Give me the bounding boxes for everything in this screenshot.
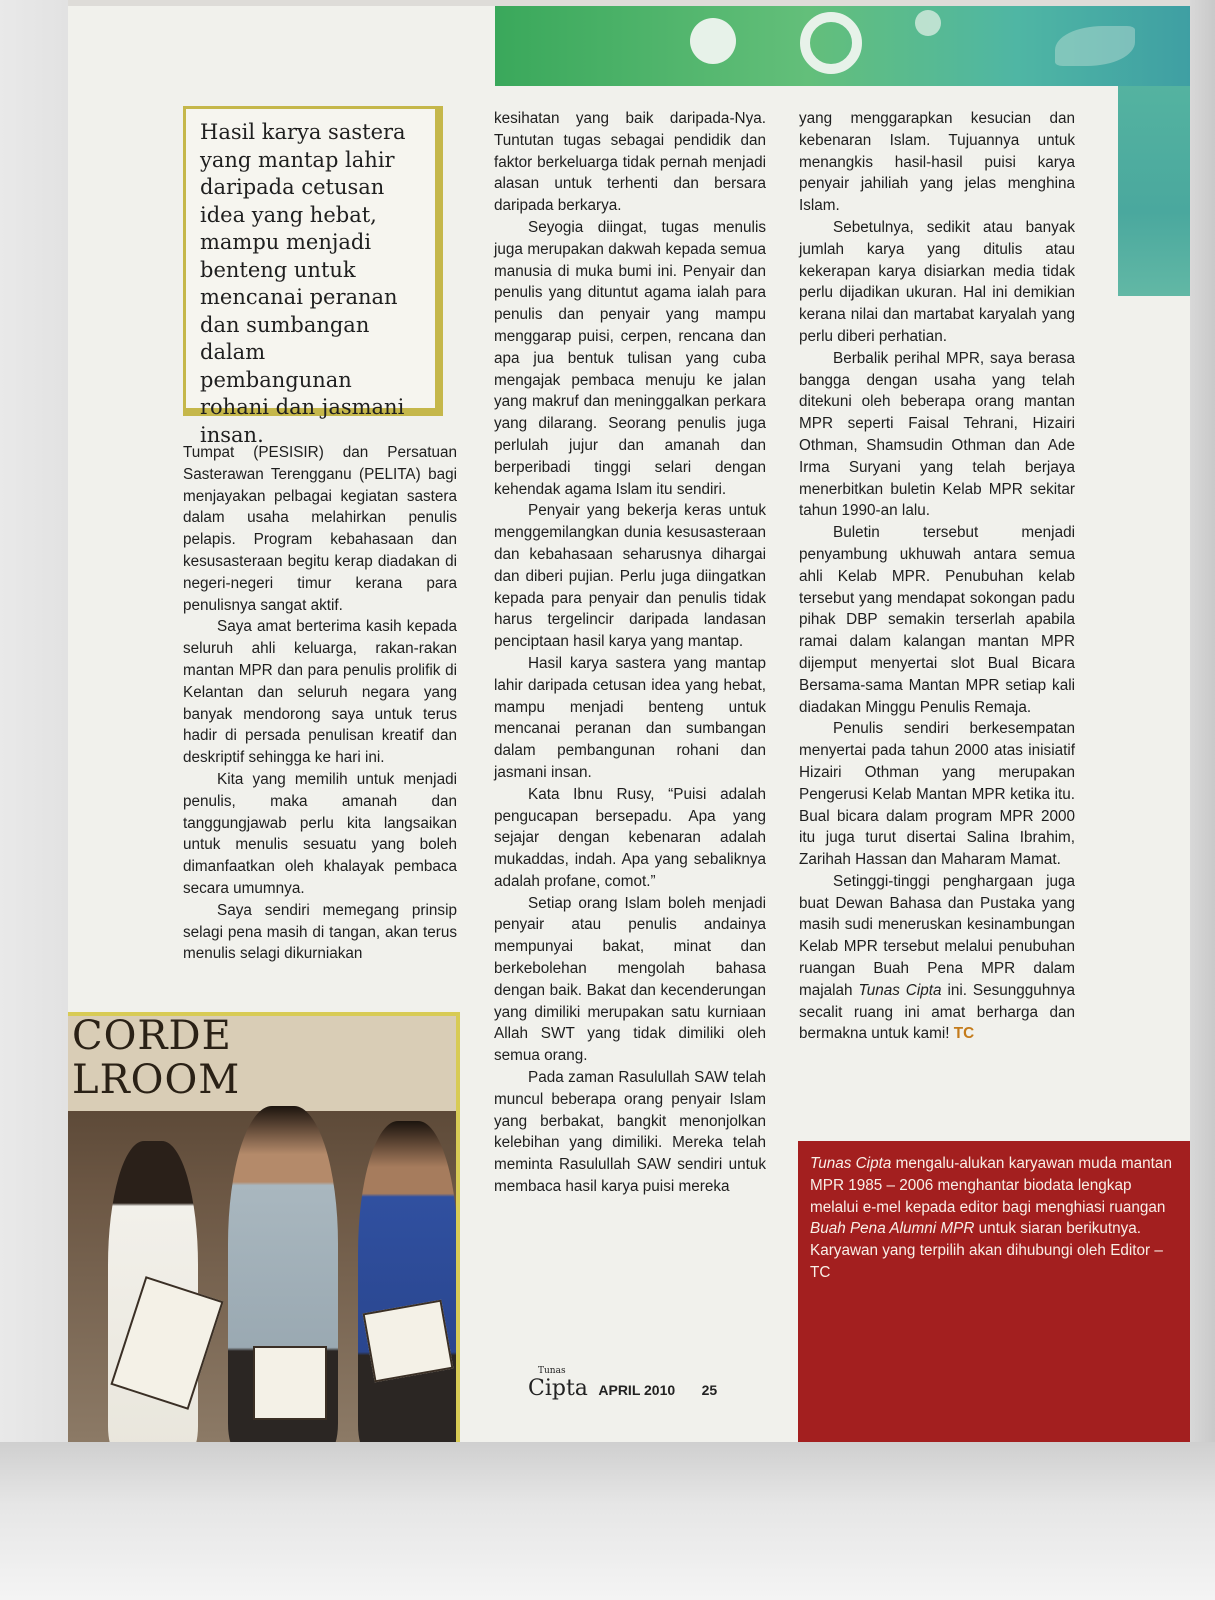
scan-bottom-edge [0, 1442, 1215, 1600]
decorative-side-band [1118, 86, 1190, 296]
column-3 [799, 108, 1075, 1045]
page-number: 25 [701, 1382, 718, 1398]
paragraph: Saya amat berterima kasih kepada seluruh ahli keluarga, rakan-rakan mantan MPR dan para penulis prolifik di Kelantan dan seluruh negara yang banyak mendorong saya untuk terus hadir di persada penulisan kreatif dan deskriptif sehingga ke hari ini. [183, 618, 457, 767]
magazine-logo [528, 1366, 588, 1401]
certificate-right [363, 1300, 454, 1383]
paragraph: Kita yang memilih untuk menjadi penulis, maka amanah dan tanggungjawab perlu kita langsaikan untuk menulis sesuatu yang boleh dimanfaatkan oleh khalayak pembaca secara umumnya. [183, 770, 457, 897]
paragraph: Kata Ibnu Rusy, “Puisi adalah pengucapan bersepadu. Apa yang sejajar dengan kebenaran adalah mukaddas, indah. Apa yang sebaliknya adalah profane, comot.” [494, 785, 766, 890]
paragraph: Pada zaman Rasulullah SAW telah muncul beberapa orang penyair Islam yang berbakat, bangkit menonjolkan kelebihan yang dimiliki. Mereka telah meminta Rasulullah SAW sendiri untuk membaca hasil karya puisi mereka [494, 1069, 766, 1196]
closing-paragraph [799, 871, 1075, 1045]
announcement-text-end: untuk siaran berikutnya. Karyawan yang terpilih akan dihubungi oleh Editor – TC [810, 1220, 1163, 1281]
logo-text: Cipta [528, 1376, 588, 1401]
announcement-column-name: Buah Pena Alumni MPR [810, 1220, 975, 1238]
announcement-magazine-name: Tunas Cipta [810, 1155, 892, 1172]
paragraph: Saya sendiri memegang prinsip selagi pena masih di tangan, akan terus menulis selagi dikurniakan [183, 901, 457, 963]
sign-text-line-1: CORDE [72, 1013, 232, 1059]
scan-left-edge [0, 0, 68, 1442]
tc-end-mark: TC [953, 1025, 975, 1043]
announcement-text: mengalu-alukan karyawan muda mantan MPR 1985 – 2006 menghantar biodata lengkap melalui e-mel kepada editor bagi menghiasi ruangan [810, 1155, 1172, 1216]
leaf-decoration [1055, 26, 1135, 66]
paragraph: Berbalik perihal MPR, saya berasa bangga dengan usaha yang telah ditekuni oleh beberapa orang mantan MPR seperti Faisal Tehrani, Hizairi Othman, Shamsudin Othman dan Ade Irma Suryani yang telah berjaya menerbitkan buletin Kelab MPR sekitar tahun 1990-an lalu. [799, 349, 1075, 520]
article-body [68, 86, 1172, 1442]
ring-decoration [800, 12, 862, 74]
certificate-middle [253, 1346, 327, 1420]
circle-decoration-small [915, 10, 941, 36]
paragraph: Tumpat (PESISIR) dan Persatuan Sasterawan Terengganu (PELITA) bagi menjayakan pelbagai kegiatan sastera dalam usaha melahirkan penulis pelapis. Program kebahasaan dan kesusasteraan begitu kerap diadakan di negeri-negeri timur kerana para penulisnya sangat aktif. [183, 444, 457, 614]
paragraph: Hasil karya sastera yang mantap lahir daripada cetusan idea yang hebat, mampu menjadi benteng untuk mencanai peranan dan sumbangan dalam pembangunan rohani dan jasmani insan. [494, 654, 766, 781]
column-2 [494, 108, 766, 1198]
paragraph: yang menggarapkan kesucian dan kebenaran Islam. Tujuannya untuk menangkis hasil-hasil puisi karya penyair jahiliah yang jelas menghina Islam. [799, 110, 1075, 215]
closing-text: Setinggi-tinggi penghargaan juga buat Dewan Bahasa dan Pustaka yang masih sudi meneruskan kesinambungan Kelab MPR tersebut melalui penubuhan ruangan Buah Pena MPR dalam majalah [799, 872, 1075, 999]
magazine-name: Tunas Cipta [858, 981, 942, 999]
closing-text-end: ini. Sesungguhnya secalit ruang ini amat berharga dan bermakna untuk kami! [799, 981, 1075, 1043]
magazine-page [68, 6, 1190, 1442]
paragraph: Seyogia diingat, tugas menulis juga merupakan dakwah kepada semua manusia di muka bumi ini. Penyair dan penulis yang dituntut agama ialah para penulis dan penyair yang mampu menggarap puisi, cerpen, rencana dan apa jua bentuk tulisan yang cuba mengajak pembaca menuju ke jalan yang makruf dan meninggalkan perkara yang dilarang. Seorang penulis juga perlulah jujur dan amanah dan berperibadi tinggi selari dengan kehendak agama Islam itu sendiri. [494, 218, 766, 498]
page-footer [528, 1366, 718, 1406]
paragraph: Penyair yang bekerja keras untuk menggemilangkan dunia kesusasteraan dan kebahasaan seharusnya dihargai dan diberi pujian. Perlu juga diingatkan kepada para penyair dan penulis tidak harus tergelincir daripada landasan penciptaan hasil karya yang mantap. [494, 502, 766, 651]
logo-small-text: Tunas [538, 1366, 566, 1376]
column-1 [183, 442, 457, 965]
issue-month: APRIL 2010 [598, 1382, 676, 1398]
photo-background-sign [68, 1013, 456, 1111]
paragraph: Sebetulnya, sedikit atau banyak jumlah karya yang ditulis atau kekerapan karya disiarkan media tidak perlu dijadikan ukuran. Hal ini demikian kerana nilai dan martabat karyalah yang perlu diberi perhatian. [799, 218, 1075, 345]
pull-quote-box [183, 106, 443, 447]
pull-quote: Hasil karya sastera yang mantap lahir daripada cetusan idea yang hebat, mampu menjadi benteng untuk mencanai peranan dan sumbangan dalam pembangunan rohani dan jasmani insan. [200, 120, 406, 447]
group-photo [68, 1012, 460, 1442]
circle-decoration [690, 18, 736, 64]
decorative-banner [495, 6, 1190, 86]
announcement-box [798, 1141, 1190, 1442]
paragraph: kesihatan yang baik daripada-Nya. Tuntutan tugas sebagai pendidik dan faktor berkeluarga tidak pernah menjadi alasan untuk terhenti dan bersara daripada berkarya. [494, 110, 766, 215]
person-right [358, 1121, 458, 1442]
sign-text-line-2: LROOM [72, 1057, 241, 1103]
paragraph: Setiap orang Islam boleh menjadi penyair atau penulis andainya mempunyai bakat, minat dan berkebolehan mengolah bahasa dengan baik. Bakat dan kecenderungan yang dimiliki merupakan satu kurniaan Allah SWT yang tidak dimiliki oleh semua orang. [494, 894, 766, 1065]
paragraph: Buletin tersebut menjadi penyambung ukhuwah antara semua ahli Kelab MPR. Penubuhan kelab tersebut yang mendapat sokongan padu pihak DBP semakin terserlah apabila ramai dalam kalangan mantan MPR dijemput menyertai slot Bual Bicara Bersama-sama Mantan MPR setiap kali diadakan Minggu Penulis Remaja. [799, 524, 1075, 716]
paragraph: Penulis sendiri berkesempatan menyertai pada tahun 2000 atas inisiatif Hizairi Othman yang merupakan Pengerusi Kelab Mantan MPR ketika itu. Bual bicara dalam program MPR 2000 itu juga turut disertai Salina Ibrahim, Zarihah Hassan dan Maharam Mamat. [799, 720, 1075, 869]
scan-right-edge [1190, 0, 1215, 1442]
